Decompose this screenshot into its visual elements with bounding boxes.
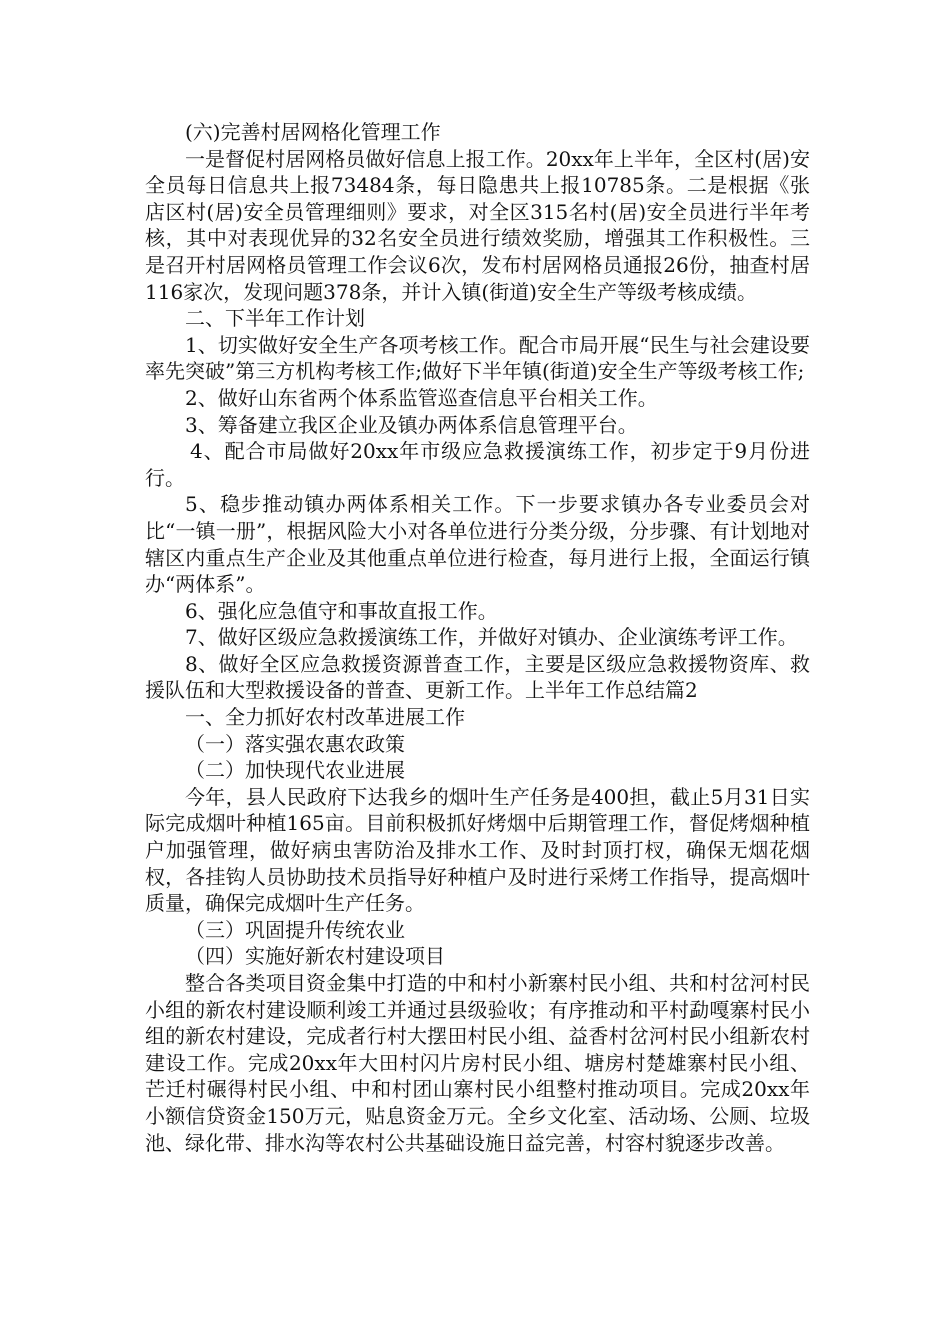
section-heading-second-half-plan: 二、下半年工作计划 — [185, 306, 365, 331]
plan-item-1: 1、切实做好安全生产各项考核工作。配合市局开展“民生与社会建设要率先突破”第三方机构考核工作;做好下半年镇(街道)安全生产等级考核工作; — [145, 332, 810, 384]
plan-item-2: 2、做好山东省两个体系监管巡查信息平台相关工作。 — [185, 385, 658, 410]
paragraph-tobacco-production: 今年，县人民政府下达我乡的烟叶生产任务是400担，截止5月31日实际完成烟叶种植165亩。目前积极抓好烤烟中后期管理工作，督促烤烟种植户加强管理，做好病虫害防治及排水工作、及时封顶打杈，确保无烟花烟杈，各挂钩人员协助技术员指导好种植户及时进行采烤工作指导，提高烟叶质量，确保完成烟叶生产任务。 — [145, 784, 810, 916]
subheading-traditional-agriculture: （三）巩固提升传统农业 — [185, 917, 405, 942]
subheading-new-village-projects: （四）实施好新农村建设项目 — [185, 944, 445, 969]
plan-item-3: 3、筹备建立我区企业及镇办两体系信息管理平台。 — [185, 412, 638, 437]
plan-item-6: 6、强化应急值守和事故直报工作。 — [185, 598, 498, 623]
document-body — [145, 119, 810, 1156]
subheading-modern-agriculture: （二）加快现代农业进展 — [185, 758, 405, 783]
plan-item-7: 7、做好区级应急救援演练工作，并做好对镇办、企业演练考评工作。 — [185, 625, 798, 650]
section-heading-rural-reform: 一、全力抓好农村改革进展工作 — [185, 705, 465, 730]
plan-item-8: 8、做好全区应急救援资源普查工作，主要是区级应急救援物资库、救援队伍和大型救援设备的普查、更新工作。上半年工作总结篇2 — [145, 651, 810, 703]
plan-item-5: 5、稳步推动镇办两体系相关工作。下一步要求镇办各专业委员会对比“一镇一册”，根据风险大小对各单位进行分类分级，分步骤、有计划地对辖区内重点生产企业及其他重点单位进行检查，每月进行上报，全面运行镇办“两体系”。 — [145, 492, 810, 597]
section-heading-grid-management: (六)完善村居网格化管理工作 — [185, 120, 441, 144]
subheading-agri-policy: （一）落实强农惠农政策 — [185, 731, 405, 756]
paragraph-grid-work-details: 一是督促村居网格员做好信息上报工作。20xx年上半年，全区村(居)安全员每日信息共上报73484条，每日隐患共上报10785条。二是根据《张店区村(居)安全员管理细则》要求，对全区315名村(居)安全员进行半年考核，其中对表现优异的32名安全员进行绩效奖励，增强其工作积极性。三是召开村居网格员管理工作会议6次，发布村居网格员通报26份，抽查村居116家次，发现问题378条，并计入镇(街道)安全生产等级考核成绩。 — [145, 146, 810, 304]
paragraph-new-village-construction: 整合各类项目资金集中打造的中和村小新寨村民小组、共和村岔河村民小组的新农村建设顺利竣工并通过县级验收；有序推动和平村勐嘎寨村民小组的新农村建设，完成者行村大摆田村民小组、益香村岔河村民小组新农村建设工作。完成20xx年大田村闪片房村民小组、塘房村楚雄寨村民小组、芒迁村碾得村民小组、中和村团山寨村民小组整村推动项目。完成20xx年小额信贷资金150万元，贴息资金万元。全乡文化室、活动场、公厕、垃圾池、绿化带、排水沟等农村公共基础设施日益完善，村容村貌逐步改善。 — [145, 971, 810, 1155]
plan-item-4: 4、配合市局做好20xx年市级应急救援演练工作，初步定于9月份进行。 — [145, 439, 810, 490]
